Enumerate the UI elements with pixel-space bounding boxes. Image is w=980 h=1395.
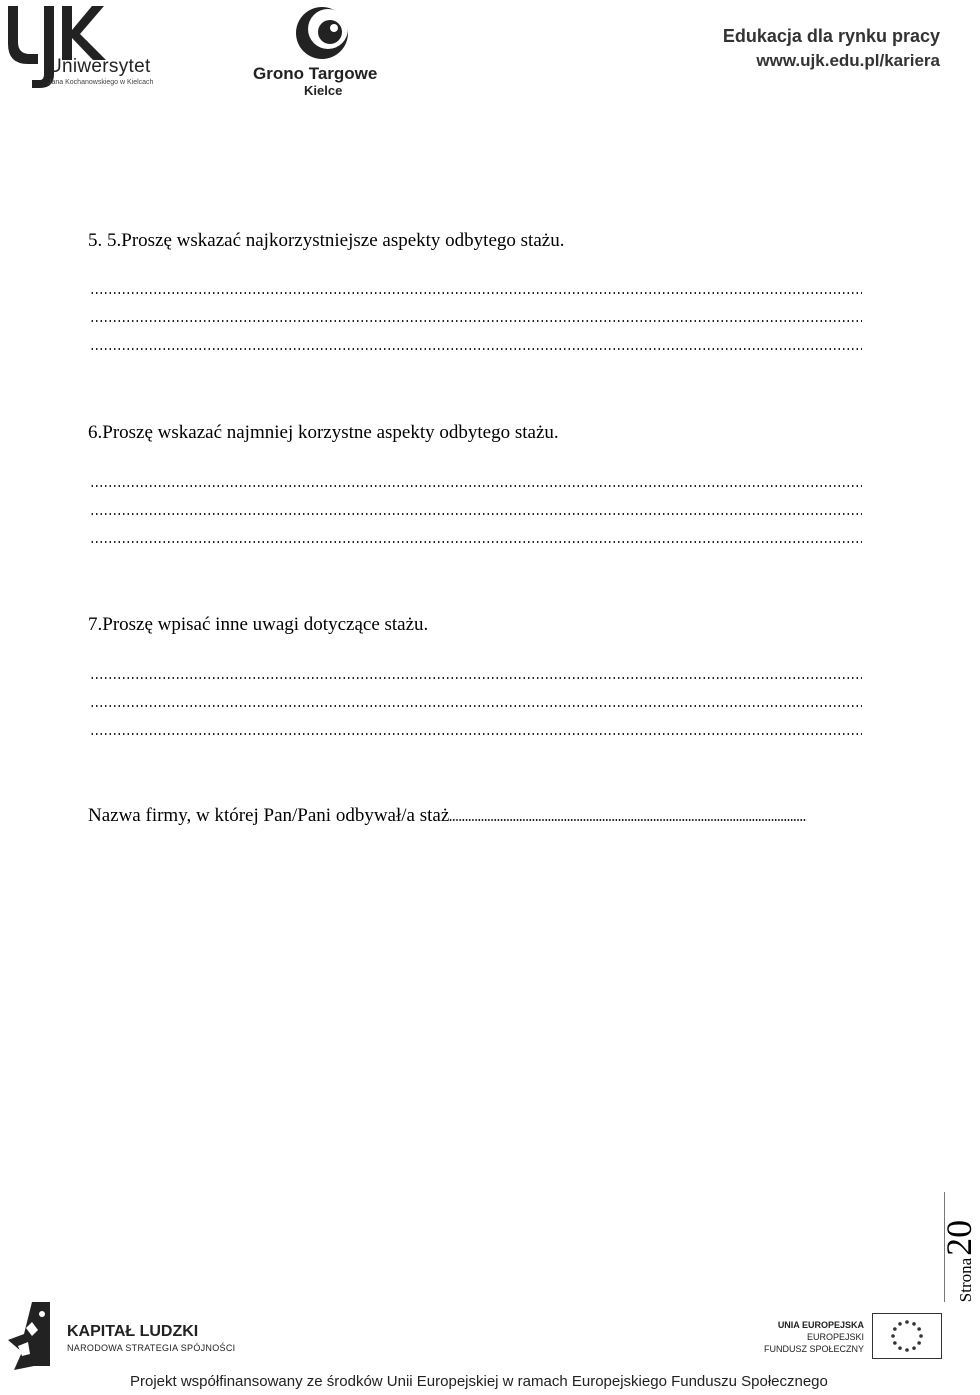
answer-line-6a[interactable] xyxy=(90,485,862,487)
eu-line-2: EUROPEJSKI xyxy=(806,1332,864,1342)
eu-star xyxy=(912,1346,916,1350)
kapital-ludzki-logo-icon xyxy=(4,1300,54,1372)
answer-line-5b[interactable] xyxy=(90,320,862,322)
eu-line-3: FUNDUSZ SPOŁECZNY xyxy=(763,1344,864,1354)
eu-line-1: UNIA EUROPEJSKA xyxy=(777,1320,864,1330)
eu-star xyxy=(898,1346,902,1350)
grono-targowe-logo-icon xyxy=(294,4,352,62)
eu-star xyxy=(898,1322,902,1326)
eu-star xyxy=(891,1334,895,1338)
question-5: 5. 5.Proszę wskazać najkorzystniejsze aspekty odbytego stażu. xyxy=(88,230,565,251)
eu-star xyxy=(917,1341,921,1345)
cofinance-note: Projekt współfinansowany ze środków Unii Europejskiej w ramach Europejskiego Funduszu Społecznego xyxy=(130,1373,828,1390)
page-value: 20 xyxy=(939,1219,979,1256)
page-number xyxy=(938,1206,980,1316)
answer-line-7c[interactable] xyxy=(90,733,862,735)
eu-flag-icon xyxy=(872,1313,942,1359)
answer-line-7a[interactable] xyxy=(90,677,862,679)
page-label: Strona xyxy=(956,1257,975,1303)
eu-text-block xyxy=(764,1319,864,1355)
eu-star xyxy=(893,1341,897,1345)
eu-star xyxy=(912,1322,916,1326)
company-name-field xyxy=(88,805,807,827)
answer-line-5c[interactable] xyxy=(90,348,862,350)
eu-star xyxy=(905,1320,909,1324)
grono-targowe-name: Grono Targowe xyxy=(253,64,378,83)
kapital-ludzki-subtitle: NARODOWA STRATEGIA SPÓJNOŚCI xyxy=(67,1343,236,1353)
eu-star xyxy=(919,1334,923,1338)
edu-url: www.ujk.edu.pl/kariera xyxy=(756,51,940,70)
answer-line-5a[interactable] xyxy=(90,292,862,294)
kapital-ludzki-title: KAPITAŁ LUDZKI xyxy=(67,1323,199,1340)
answer-line-6b[interactable] xyxy=(90,513,862,515)
ujk-name: Uniwersytet xyxy=(48,56,151,77)
company-name-label: Nazwa firmy, w której Pan/Pani odbywał/a staż xyxy=(88,805,450,826)
eu-star xyxy=(905,1348,909,1352)
question-7: 7.Proszę wpisać inne uwagi dotyczące stażu. xyxy=(88,614,429,635)
answer-line-7b[interactable] xyxy=(90,705,862,707)
eu-star xyxy=(917,1327,921,1331)
answer-line-6c[interactable] xyxy=(90,541,862,543)
edu-title: Edukacja dla rynku pracy xyxy=(722,26,940,46)
grono-targowe-city: Kielce xyxy=(304,83,343,98)
company-name-input-line[interactable] xyxy=(449,819,807,821)
eu-star xyxy=(893,1327,897,1331)
question-6: 6.Proszę wskazać najmniej korzystne aspekty odbytego stażu. xyxy=(88,422,559,443)
ujk-subtitle: Jana Kochanowskiego w Kielcach xyxy=(48,79,154,86)
